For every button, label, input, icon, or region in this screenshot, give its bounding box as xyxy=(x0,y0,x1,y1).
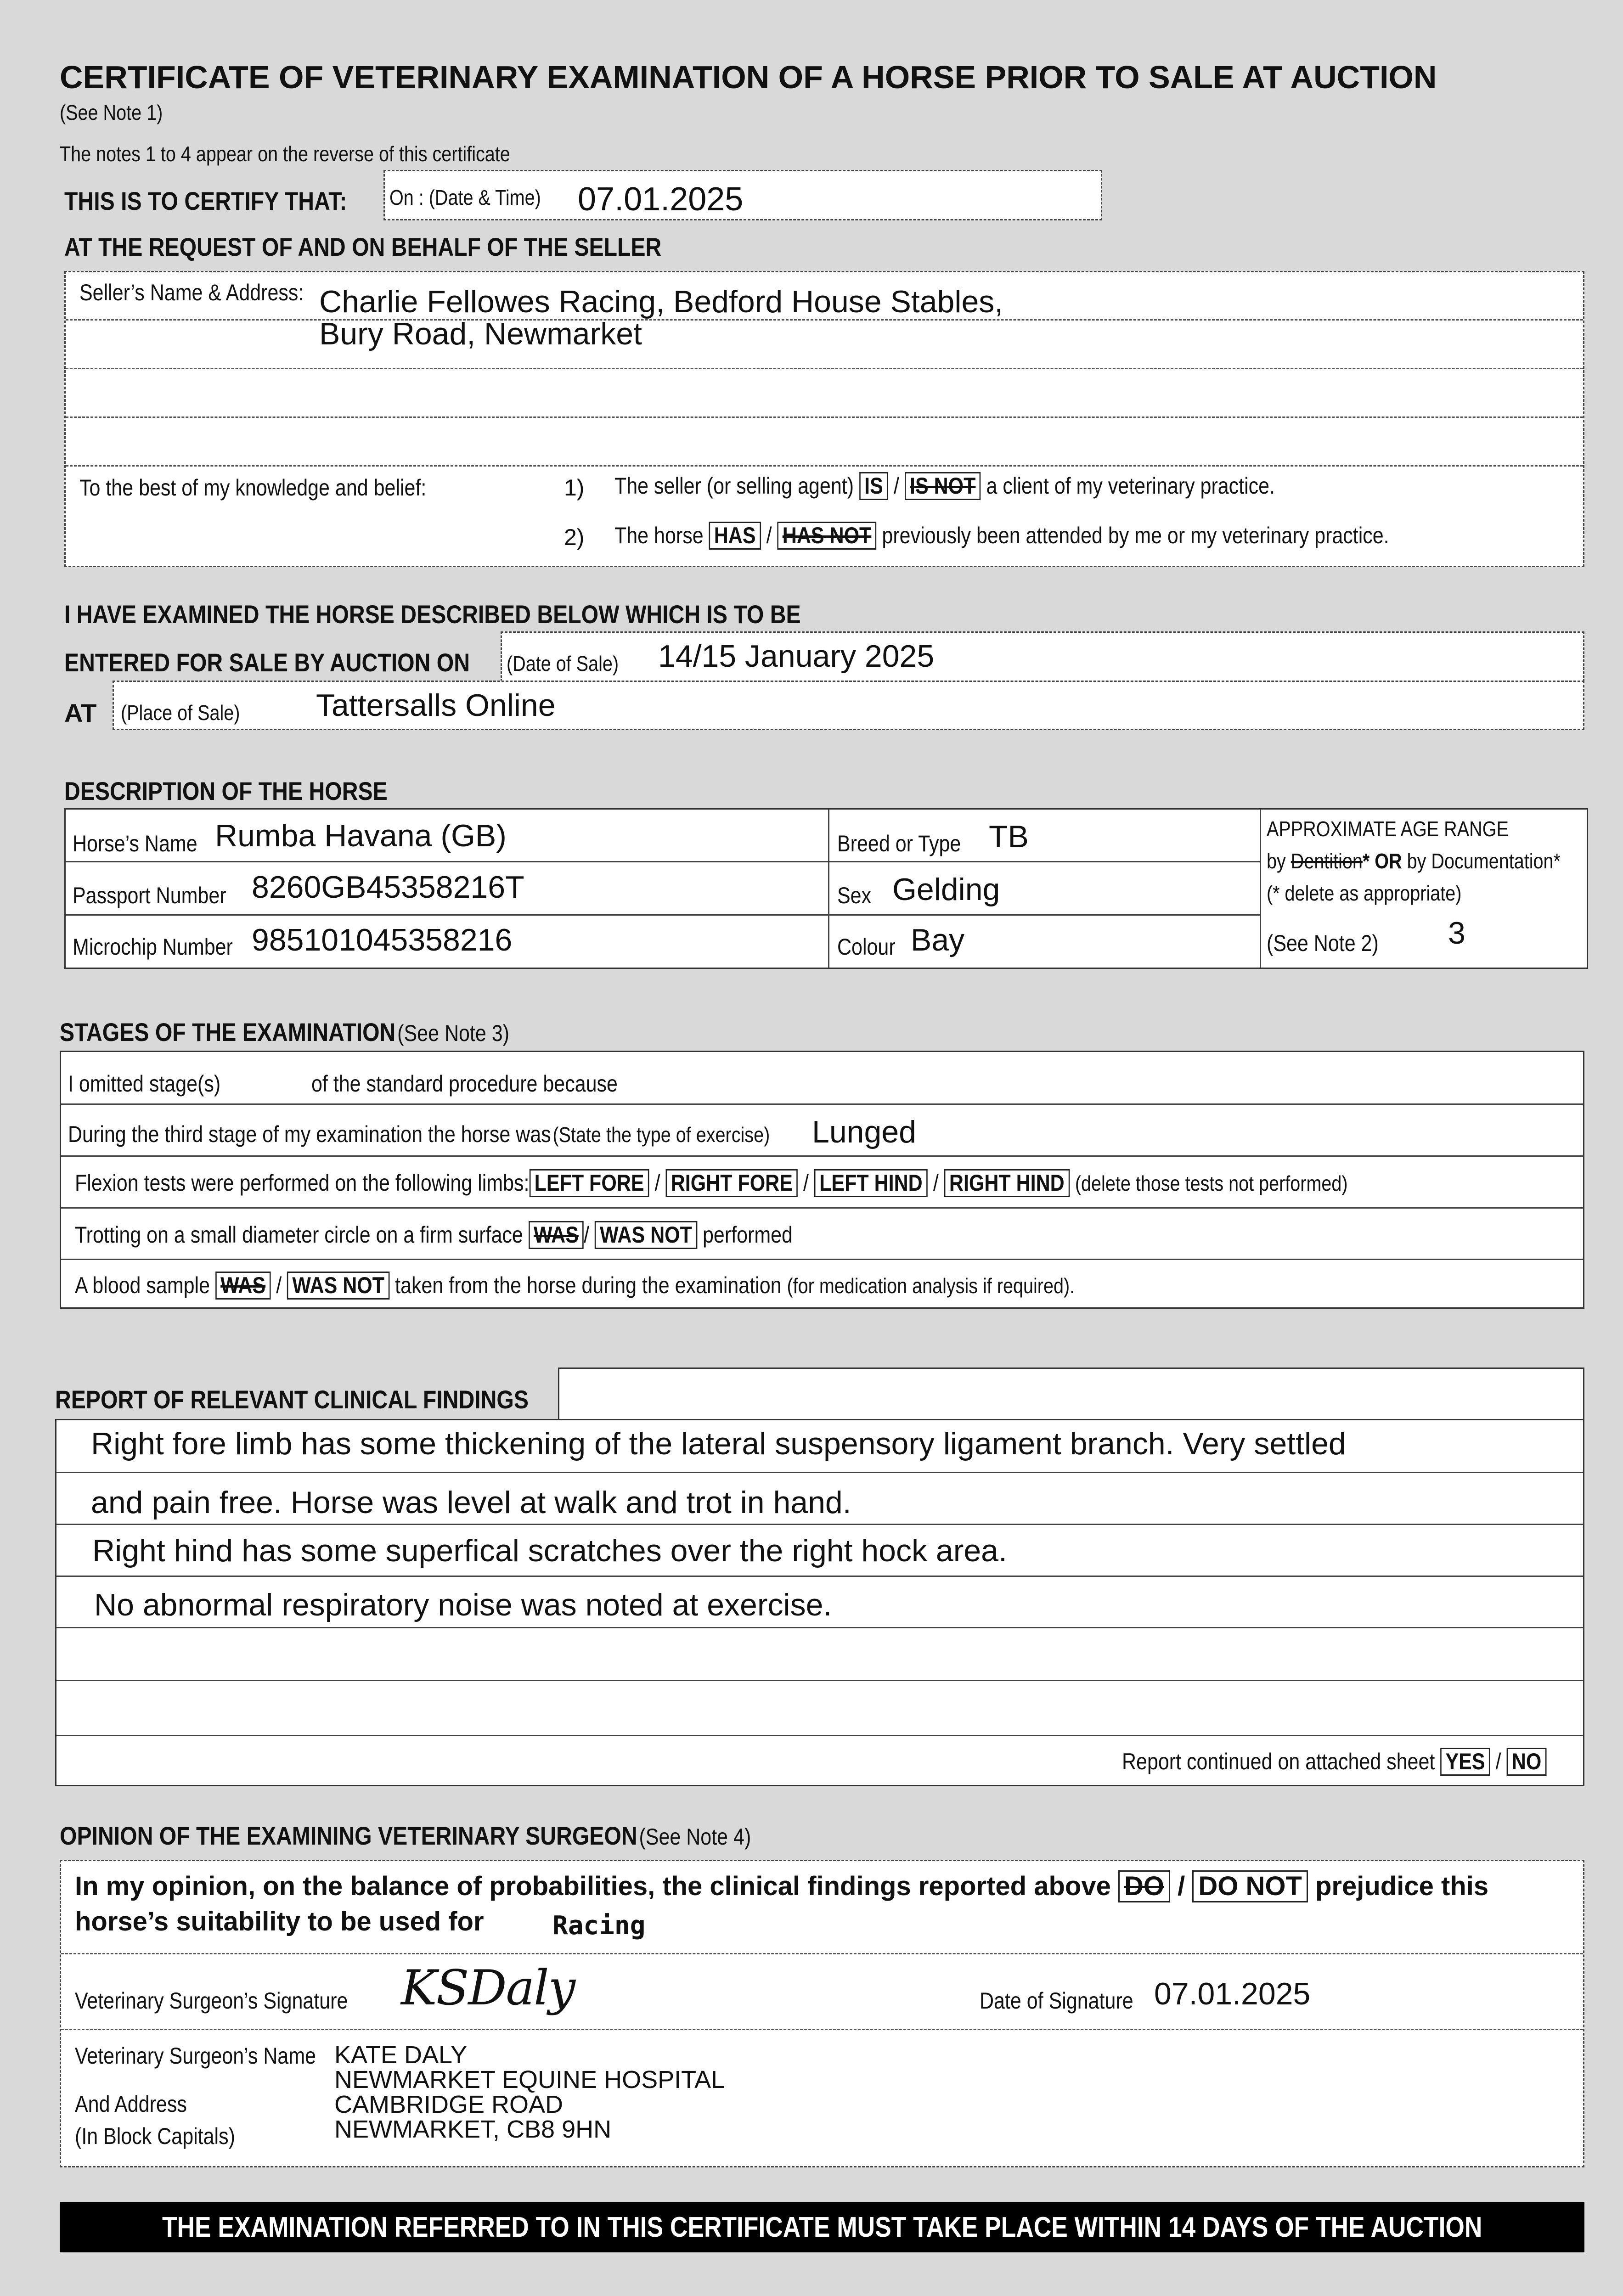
date-of-sale-label: (Date of Sale) xyxy=(507,652,619,675)
footer-text: THE EXAMINATION REFERRED TO IN THIS CERTIFICATE MUST TAKE PLACE WITHIN 14 DAYS OF THE AUCTION xyxy=(162,2211,1482,2243)
report-heading-cell xyxy=(558,1367,1584,1420)
age-delete-note: (* delete as appropriate) xyxy=(1267,881,1462,905)
signature-image: KSDaly xyxy=(401,1960,575,2016)
age-heading: APPROXIMATE AGE RANGE xyxy=(1267,817,1509,841)
place-of-sale-value: Tattersalls Online xyxy=(316,688,556,723)
sex-label: Sex xyxy=(837,883,872,908)
vet-address-block xyxy=(334,2043,725,2142)
stages-table xyxy=(60,1051,1584,1309)
description-heading: DESCRIPTION OF THE HORSE xyxy=(64,777,388,805)
vet-name-value: KATE DALY xyxy=(334,2041,468,2069)
third-stage-value: Lunged xyxy=(812,1114,916,1149)
use-value: Racing xyxy=(552,1911,646,1941)
age-dentition[interactable]: Dentition xyxy=(1291,849,1363,873)
description-table xyxy=(64,808,1588,969)
on-date-field[interactable] xyxy=(383,170,1102,220)
blood-was[interactable]: WAS xyxy=(215,1272,270,1300)
continued-no[interactable]: NO xyxy=(1507,1748,1547,1776)
breed-label: Breed or Type xyxy=(837,831,961,856)
request-label: AT THE REQUEST OF AND ON BEHALF OF THE SELLER xyxy=(64,232,662,261)
notes-line: The notes 1 to 4 appear on the reverse of this certificate xyxy=(60,142,510,166)
page-title: CERTIFICATE OF VETERINARY EXAMINATION OF A HORSE PRIOR TO SALE AT AUCTION xyxy=(60,59,1437,95)
flex-left-fore[interactable]: LEFT FORE xyxy=(529,1169,649,1197)
option-has-not[interactable]: HAS NOT xyxy=(778,522,877,550)
seller-address-line1: Charlie Fellowes Racing, Bedford House Stables, xyxy=(319,284,1003,319)
place-of-sale-field[interactable] xyxy=(113,681,1584,730)
age-by-documentation[interactable]: by Documentation* xyxy=(1407,849,1561,873)
place-of-sale-label: (Place of Sale) xyxy=(121,701,240,725)
seller-section xyxy=(64,271,1584,567)
vet-address-line-3: NEWMARKET, CB8 9HN xyxy=(334,2116,612,2143)
horse-name-label: Horse’s Name xyxy=(73,831,197,856)
examined-label-1: I HAVE EXAMINED THE HORSE DESCRIBED BELOW WHICH IS TO BE xyxy=(64,600,801,629)
microchip-value: 985101045358216 xyxy=(252,923,513,957)
colour-label: Colour xyxy=(837,934,896,960)
report-line-4: No abnormal respiratory noise was noted at exercise. xyxy=(94,1587,832,1622)
blood-was-not[interactable]: WAS NOT xyxy=(287,1272,389,1300)
report-line-2: and pain free. Horse was level at walk and trot in hand. xyxy=(91,1485,851,1520)
vet-name-label: Veterinary Surgeon’s Name xyxy=(75,2043,316,2069)
opinion-do[interactable]: DO xyxy=(1118,1870,1170,1902)
opinion-do-not[interactable]: DO NOT xyxy=(1192,1870,1308,1902)
opinion-line-2: horse’s suitability to be used for xyxy=(75,1907,484,1936)
breed-value: TB xyxy=(989,819,1029,854)
see-note-1: (See Note 1) xyxy=(60,101,163,124)
knowledge-item1: The seller (or selling agent) IS / IS NOT a client of my veterinary practice. xyxy=(614,472,1275,500)
trot-row: Trotting on a small diameter circle on a firm surface WAS / WAS NOT performed xyxy=(75,1221,793,1249)
continued-yes[interactable]: YES xyxy=(1440,1748,1490,1776)
report-table xyxy=(55,1419,1584,1786)
knowledge-item2-num: 2) xyxy=(564,524,585,550)
vet-address-line-1: NEWMARKET EQUINE HOSPITAL xyxy=(334,2066,725,2093)
option-is[interactable]: IS xyxy=(859,472,888,500)
block-caps-label: (In Block Capitals) xyxy=(75,2123,235,2149)
omitted-stage-post: of the standard procedure because xyxy=(311,1071,618,1097)
passport-value: 8260GB45358216T xyxy=(252,870,524,905)
date-of-sale-field[interactable] xyxy=(501,631,1584,682)
omitted-stage-label: I omitted stage(s) xyxy=(68,1071,221,1097)
report-line-1: Right fore limb has some thickening of the lateral suspensory ligament branch. Very settled xyxy=(91,1426,1346,1461)
seller-label: Seller’s Name & Address: xyxy=(79,280,304,305)
third-stage-row: During the third stage of my examination the horse was (State the type of exercise) xyxy=(68,1121,770,1147)
knowledge-label: To the best of my knowledge and belief: xyxy=(79,475,427,501)
option-has[interactable]: HAS xyxy=(709,522,761,550)
knowledge-item2: The horse HAS / HAS NOT previously been attended by me or my veterinary practice. xyxy=(614,522,1389,550)
age-see-note-2: (See Note 2) xyxy=(1267,930,1379,956)
horse-name-value: Rumba Havana (GB) xyxy=(215,818,507,853)
vet-address-label: And Address xyxy=(75,2091,187,2117)
opinion-heading: OPINION OF THE EXAMINING VETERINARY SURGEON (See Note 4) xyxy=(60,1821,751,1850)
trot-was-not[interactable]: WAS NOT xyxy=(595,1221,697,1249)
vet-address-line-2: CAMBRIDGE ROAD xyxy=(334,2091,564,2118)
report-line-3: Right hind has some superfical scratches over the right hock area. xyxy=(92,1533,1007,1568)
knowledge-item1-num: 1) xyxy=(564,475,585,501)
examined-label-2: ENTERED FOR SALE BY AUCTION ON xyxy=(64,648,470,677)
passport-label: Passport Number xyxy=(73,883,226,908)
date-of-signature-value: 07.01.2025 xyxy=(1154,1976,1311,2011)
footer-banner xyxy=(60,2202,1584,2252)
age-method: by Dentition* OR by Documentation* xyxy=(1267,849,1561,873)
on-date-value: 07.01.2025 xyxy=(578,181,744,218)
seller-address-line2: Bury Road, Newmarket xyxy=(319,316,642,351)
flex-right-fore[interactable]: RIGHT FORE xyxy=(666,1169,798,1197)
stages-heading: STAGES OF THE EXAMINATION (See Note 3) xyxy=(60,1018,509,1047)
flex-left-hind[interactable]: LEFT HIND xyxy=(814,1169,928,1197)
opinion-section xyxy=(60,1860,1584,2167)
flex-right-hind[interactable]: RIGHT HIND xyxy=(944,1169,1070,1197)
option-is-not[interactable]: IS NOT xyxy=(905,472,981,500)
opinion-text: In my opinion, on the balance of probabilities, the clinical findings reported above DO / DO NOT prejudice this xyxy=(75,1870,1488,1902)
age-value: 3 xyxy=(1448,916,1465,951)
flexion-row: Flexion tests were performed on the following limbs: LEFT FORE / RIGHT FORE / LEFT HIND / RIGHT HIND (delete those tests not performed) xyxy=(75,1169,1348,1197)
report-heading: REPORT OF RELEVANT CLINICAL FINDINGS xyxy=(55,1385,529,1414)
date-of-sale-value: 14/15 January 2025 xyxy=(658,639,935,674)
at-label: AT xyxy=(64,698,97,727)
signature-label: Veterinary Surgeon’s Signature xyxy=(75,1988,348,2014)
date-of-signature-label: Date of Signature xyxy=(980,1988,1133,2014)
trot-was[interactable]: WAS xyxy=(529,1221,584,1249)
certify-label: THIS IS TO CERTIFY THAT: xyxy=(64,186,347,215)
on-date-label: On : (Date & Time) xyxy=(389,186,541,209)
colour-value: Bay xyxy=(911,923,965,957)
microchip-label: Microchip Number xyxy=(73,934,233,960)
sex-value: Gelding xyxy=(892,872,1000,907)
blood-row: A blood sample WAS / WAS NOT taken from the horse during the examination (for medication analysis if required). xyxy=(75,1272,1075,1300)
report-continued: Report continued on attached sheet YES / NO xyxy=(1122,1748,1546,1776)
